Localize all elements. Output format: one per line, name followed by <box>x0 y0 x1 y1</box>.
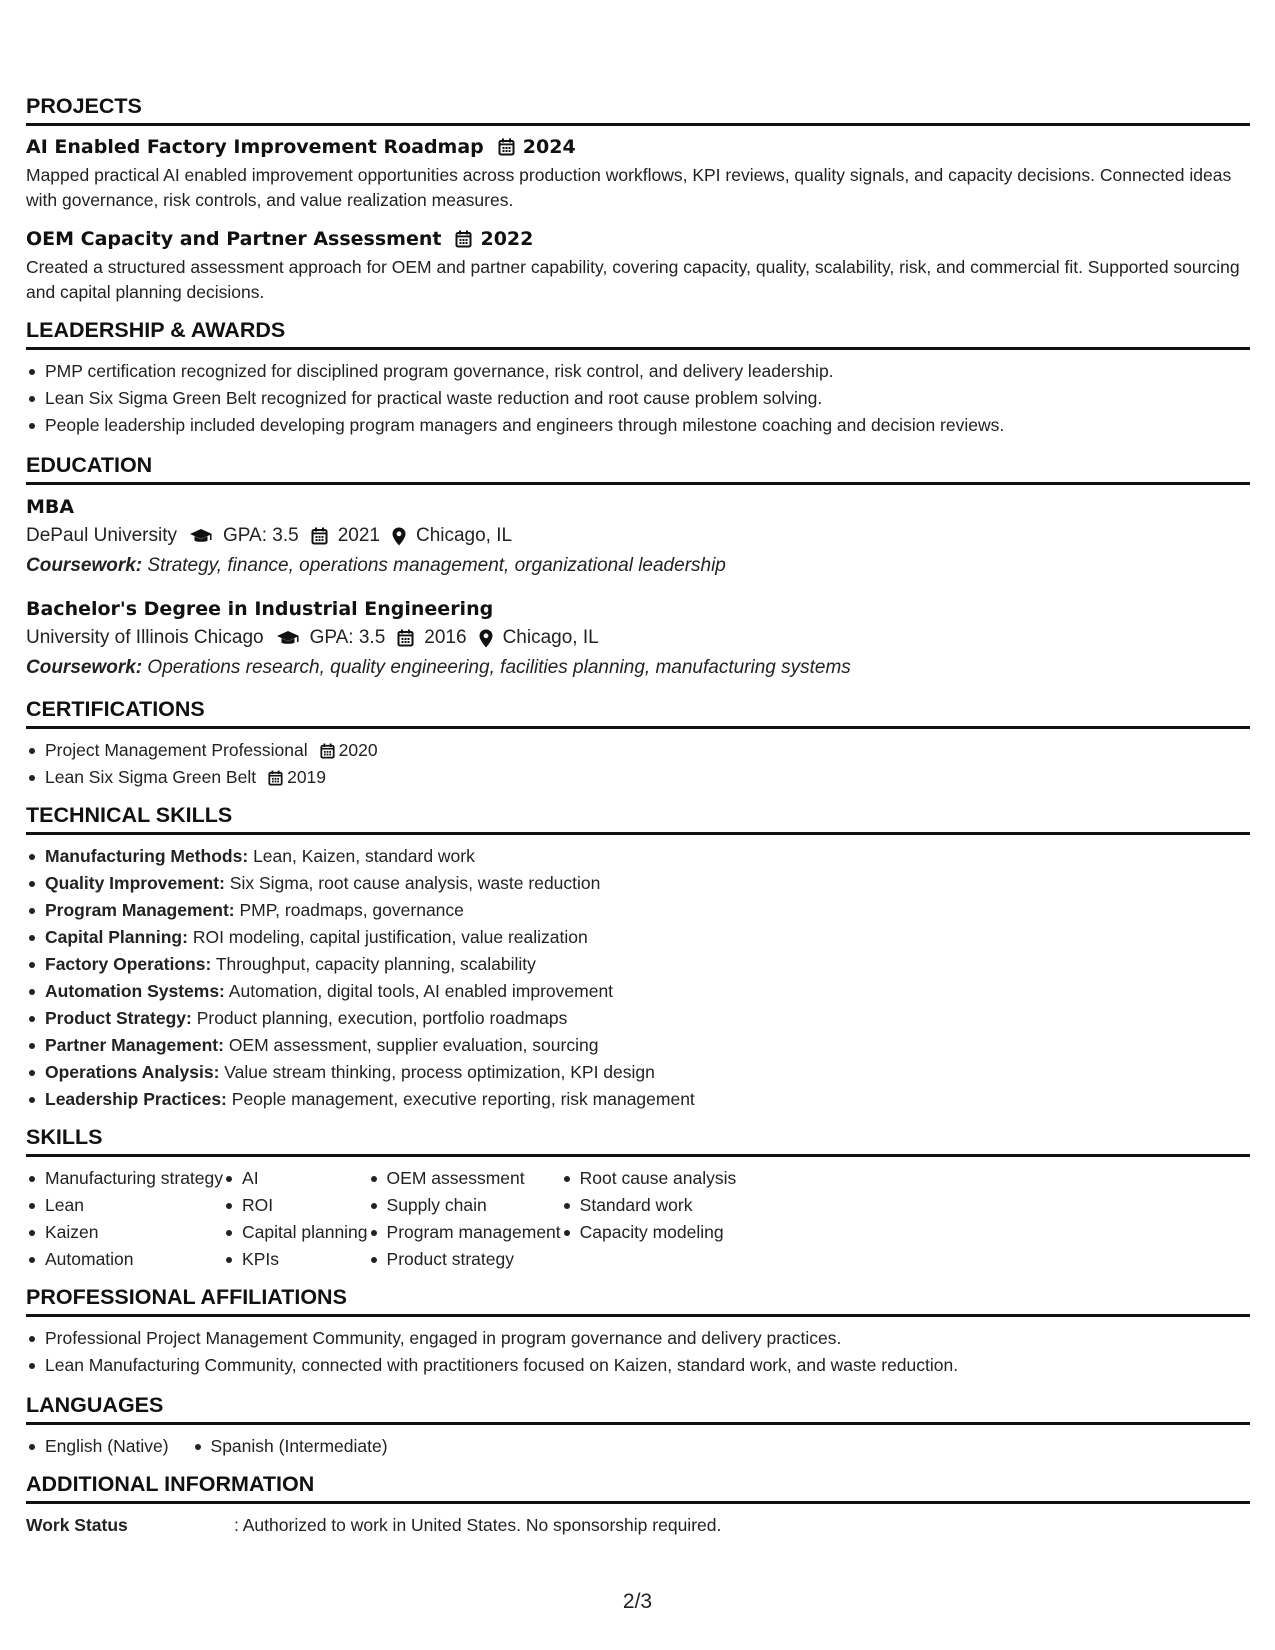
section-title-languages: LANGUAGES <box>26 1393 1250 1425</box>
graduation-cap-icon <box>276 630 300 646</box>
skills-column <box>561 1165 737 1273</box>
languages-list <box>26 1433 1250 1460</box>
section-title-education: EDUCATION <box>26 453 1250 485</box>
skills-column <box>368 1165 561 1273</box>
work-status-label: Work Status <box>26 1515 128 1535</box>
coursework-label: Coursework: <box>26 555 143 576</box>
skill-category: Partner Management: <box>45 1035 224 1055</box>
list-item: Lean Six Sigma Green Belt recognized for practical waste reduction and root cause problem solving. <box>45 385 1250 412</box>
list-item: ROI <box>242 1192 368 1219</box>
coursework-list: Operations research, quality engineering, facilities planning, manufacturing systems <box>147 657 851 678</box>
school-name: DePaul University <box>26 525 177 546</box>
skill-category: Leadership Practices: <box>45 1089 227 1109</box>
project-description: Created a structured assessment approach for OEM and partner capability, covering capacity, quality, scalability, risk, and commercial fit. Supported sourcing and capital planning decisions. <box>26 257 1240 302</box>
list-item: Product strategy <box>387 1246 561 1273</box>
section-title-additional-info: ADDITIONAL INFORMATION <box>26 1472 1250 1504</box>
list-item: KPIs <box>242 1246 368 1273</box>
skill-values: PMP, roadmaps, governance <box>239 900 464 920</box>
skill-category: Capital Planning: <box>45 927 188 947</box>
resume-page <box>26 94 1250 1538</box>
calendar-icon <box>268 770 283 786</box>
graduation-cap-icon <box>189 528 213 544</box>
leadership-list <box>26 358 1250 439</box>
skill-values: Product planning, execution, portfolio roadmaps <box>196 1008 568 1028</box>
list-item: Standard work <box>580 1192 737 1219</box>
skill-values: Six Sigma, root cause analysis, waste reduction <box>229 873 601 893</box>
list-item: OEM assessment <box>387 1165 561 1192</box>
section-title-certifications: CERTIFICATIONS <box>26 697 1250 729</box>
section-title-skills: SKILLS <box>26 1125 1250 1157</box>
education-item <box>26 493 1250 581</box>
list-item: Kaizen <box>45 1219 223 1246</box>
section-title-technical-skills: TECHNICAL SKILLS <box>26 803 1250 835</box>
skills-grid <box>26 1165 1250 1273</box>
list-item: Automation <box>45 1246 223 1273</box>
coursework-list: Strategy, finance, operations management, organizational leadership <box>147 555 726 576</box>
skill-category: Factory Operations: <box>45 954 212 974</box>
list-item <box>45 1086 1250 1113</box>
calendar-icon <box>311 527 328 545</box>
list-item: AI <box>242 1165 368 1192</box>
technical-skills-list <box>26 843 1250 1113</box>
project-name: OEM Capacity and Partner Assessment <box>26 228 442 250</box>
map-pin-icon <box>392 527 406 546</box>
skill-category: Program Management: <box>45 900 235 920</box>
certifications-section <box>26 697 1250 791</box>
list-item <box>45 1032 1250 1059</box>
calendar-icon <box>455 230 472 248</box>
page-number: 2/3 <box>622 1590 653 1613</box>
list-item: Program management <box>387 1219 561 1246</box>
list-item <box>45 764 1250 791</box>
list-item: Supply chain <box>387 1192 561 1219</box>
list-item <box>45 870 1250 897</box>
list-item: People leadership included developing program managers and engineers through milestone coaching and decision reviews. <box>45 412 1250 439</box>
work-status-value: : Authorized to work in United States. No sponsorship required. <box>234 1515 722 1535</box>
project-year: 2024 <box>522 136 576 158</box>
affiliations-section <box>26 1285 1250 1379</box>
project-item <box>26 226 1250 305</box>
calendar-icon <box>320 743 335 759</box>
skill-category: Manufacturing Methods: <box>45 846 249 866</box>
skill-values: Throughput, capacity planning, scalability <box>215 954 536 974</box>
list-item: Lean <box>45 1192 223 1219</box>
list-item <box>45 737 1250 764</box>
certification-name: Project Management Professional <box>45 740 308 760</box>
certification-year: 2020 <box>338 740 378 760</box>
map-pin-icon <box>479 629 493 648</box>
list-item: Capacity modeling <box>580 1219 737 1246</box>
skill-values: Lean, Kaizen, standard work <box>253 846 475 866</box>
certification-name: Lean Six Sigma Green Belt <box>45 767 257 787</box>
leadership-section <box>26 318 1250 439</box>
skills-column <box>223 1165 368 1273</box>
list-item <box>45 1005 1250 1032</box>
list-item <box>45 1059 1250 1086</box>
list-item <box>45 924 1250 951</box>
project-item <box>26 134 1250 213</box>
education-item <box>26 595 1250 683</box>
projects-section <box>26 94 1250 305</box>
skill-values: Value stream thinking, process optimization, KPI design <box>224 1062 655 1082</box>
skill-values: ROI modeling, capital justification, value realization <box>192 927 588 947</box>
list-item: Lean Manufacturing Community, connected with practitioners focused on Kaizen, standard work, and waste reduction. <box>45 1352 1250 1379</box>
list-item <box>45 843 1250 870</box>
skill-values: OEM assessment, supplier evaluation, sourcing <box>228 1035 599 1055</box>
school-location: Chicago, IL <box>502 627 599 648</box>
skill-category: Automation Systems: <box>45 981 225 1001</box>
skills-section <box>26 1125 1250 1273</box>
graduation-year: 2021 <box>337 525 380 546</box>
skill-values: Automation, digital tools, AI enabled improvement <box>228 981 614 1001</box>
list-item: Capital planning <box>242 1219 368 1246</box>
gpa: GPA: 3.5 <box>309 627 386 648</box>
project-name: AI Enabled Factory Improvement Roadmap <box>26 136 484 158</box>
list-item <box>45 951 1250 978</box>
list-item <box>45 897 1250 924</box>
degree-name: MBA <box>26 496 75 518</box>
section-title-affiliations: PROFESSIONAL AFFILIATIONS <box>26 1285 1250 1317</box>
list-item: English (Native) <box>45 1433 169 1460</box>
certifications-list <box>26 737 1250 791</box>
list-item: Spanish (Intermediate) <box>211 1433 388 1460</box>
graduation-year: 2016 <box>424 627 467 648</box>
skill-values: People management, executive reporting, risk management <box>231 1089 695 1109</box>
list-item: Root cause analysis <box>580 1165 737 1192</box>
project-description: Mapped practical AI enabled improvement opportunities across production workflows, KPI reviews, quality signals, and capacity decisions. Connected ideas with governance, risk controls, and value realization measures. <box>26 165 1232 210</box>
section-title-projects: PROJECTS <box>26 94 1250 126</box>
calendar-icon <box>397 629 414 647</box>
school-name: University of Illinois Chicago <box>26 627 264 648</box>
work-status-row <box>26 1512 1250 1538</box>
degree-name: Bachelor's Degree in Industrial Engineering <box>26 598 494 620</box>
certification-year: 2019 <box>287 767 327 787</box>
languages-section <box>26 1393 1250 1460</box>
list-item <box>45 978 1250 1005</box>
additional-info-section <box>26 1472 1250 1538</box>
list-item: Manufacturing strategy <box>45 1165 223 1192</box>
calendar-icon <box>498 138 515 156</box>
technical-skills-section <box>26 803 1250 1113</box>
coursework-label: Coursework: <box>26 657 143 678</box>
list-item: PMP certification recognized for disciplined program governance, risk control, and delivery leadership. <box>45 358 1250 385</box>
skill-category: Quality Improvement: <box>45 873 225 893</box>
school-location: Chicago, IL <box>415 525 513 546</box>
skills-column <box>26 1165 223 1273</box>
list-item: Professional Project Management Community, engaged in program governance and delivery practices. <box>45 1325 1250 1352</box>
project-year: 2022 <box>480 228 534 250</box>
gpa: GPA: 3.5 <box>223 525 299 546</box>
education-section <box>26 453 1250 683</box>
section-title-leadership: LEADERSHIP & AWARDS <box>26 318 1250 350</box>
skill-category: Product Strategy: <box>45 1008 192 1028</box>
skill-category: Operations Analysis: <box>45 1062 220 1082</box>
affiliations-list <box>26 1325 1250 1379</box>
